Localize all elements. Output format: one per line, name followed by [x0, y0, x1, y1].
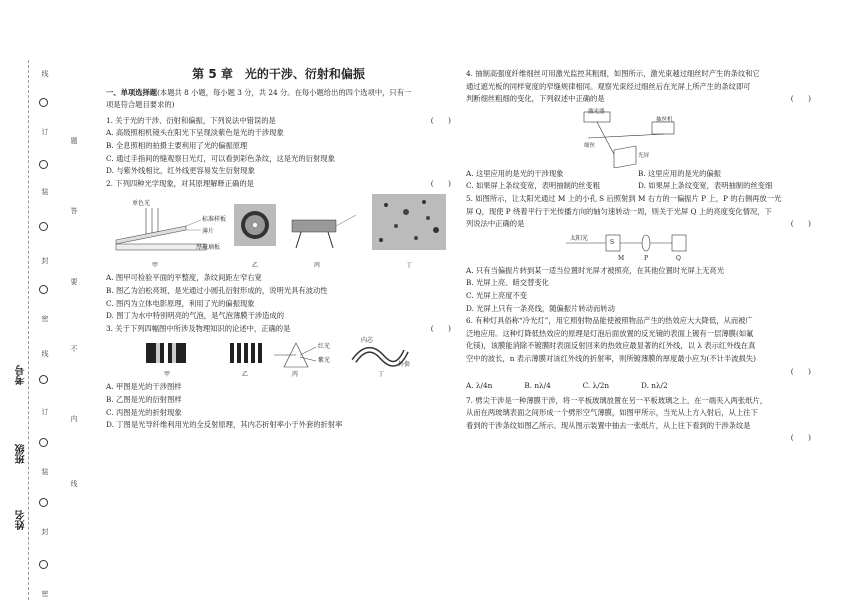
option-b: B. 这里应用的是光的偏振 — [638, 168, 721, 178]
option-b: B. 乙图是光的衍射图样 — [106, 394, 182, 404]
option-d: D. 如果屏上条纹变宽，表明抽制的丝变细 — [638, 181, 773, 191]
question-stem: 看到的干涉条纹如图乙所示。现从图示装置中抽去一张纸片，从上往下看到的干涉条纹是 — [466, 420, 751, 430]
binding-hole — [39, 375, 48, 384]
fig-label: 乙 — [242, 371, 249, 379]
answer-bracket: ( ) — [790, 433, 811, 443]
question-stem: 屏 Q，现使 P 绕着平行于光传播方向的轴匀速转动一周，则关于光屏 Q 上的亮度变化情况，下 — [466, 206, 772, 216]
answer-bracket: ( ) — [790, 218, 811, 228]
question-stem: 判断细丝粗细的变化，下列叙述中正确的是 — [466, 94, 605, 104]
fig-label: 丁 — [378, 371, 385, 379]
question-1 — [106, 115, 451, 178]
fig-label: 甲 — [164, 371, 171, 379]
question-stem: 泛地应用。这种灯降低热效应的原理是灯泡后面放置的反光镜的表面上镀有一层薄膜(如氟 — [466, 328, 754, 338]
fig-label: 丙 — [314, 262, 321, 270]
fig-label: 薄片 — [202, 228, 215, 236]
option-c: C. 如果屏上条纹变宽，表明抽制的丝变粗 — [466, 181, 601, 191]
left-column — [106, 68, 451, 432]
question-2 — [106, 178, 451, 323]
question-stem: 4. 抽制高强度纤维细丝可用激光监控其粗细，如图所示，激光束越过细丝时产生的条纹和它 — [466, 69, 760, 78]
option-b: B. 图乙为泊松亮斑，是光通过小圆孔衍射形成的，说明光具有波动性 — [106, 285, 328, 295]
binding-hole — [39, 498, 48, 507]
option-c: C. 图丙为立体电影原理，利用了光的偏振现象 — [106, 298, 255, 308]
chapter-title: 第 5 章 光的干涉、衍射和偏振 — [192, 67, 365, 81]
question-stem: 3. 关于下列四幅图中所涉及物理知识的论述中，正确的是 — [106, 323, 291, 333]
question-stem: 通过遮光板的同样宽度的窄缝规律相同。观察光束经过细丝后在光屏上所产生的条纹即可 — [466, 81, 751, 91]
margin-char: 线 — [41, 70, 49, 77]
option-d: D. 图丁为水中特别明亮的气泡，是气泡薄膜干涉造成的 — [106, 311, 285, 321]
fig-label: 甲 — [152, 262, 159, 270]
option-d: D. 与紫外线相比，红外线更容易发生衍射现象 — [106, 166, 255, 176]
section-heading: 一、单项选择题 — [106, 87, 158, 97]
question-stem: 化镁)，该膜能消除不镀膜时表面反射回来的热效应最显著的红外线，以 λ 表示红外线在真 — [466, 341, 756, 351]
fig-label: 光屏 — [638, 152, 650, 159]
binding-hole — [39, 438, 48, 447]
q2-figure — [106, 190, 451, 272]
fig-label: 紫光 — [318, 357, 331, 365]
margin-char: 装 — [41, 188, 49, 195]
question-stem: 2. 下列四种光学现象，对其原理解释正确的是 — [106, 178, 254, 188]
question-stem: 1. 关于光的干涉、衍射和偏振，下列说法中错误的是 — [106, 115, 276, 125]
q4-figure — [466, 106, 811, 168]
fig-label: Q — [676, 254, 681, 262]
binding-hole — [39, 222, 48, 231]
option-b: B. nλ/4 — [524, 381, 551, 391]
q5-figure — [466, 231, 811, 265]
fig-label: 乙 — [252, 262, 259, 270]
question-stem: 从而在两玻璃表面之间形成一个劈形空气薄膜，如图甲所示，当光从上方入射后，从上往下 — [466, 408, 758, 418]
q5-figure-drawing — [466, 231, 811, 265]
option-b: B. 全息照相的拍摄主要利用了光的偏振原理 — [106, 140, 248, 150]
binding-margin — [0, 0, 78, 608]
exam-number-label: 考号 — [16, 365, 27, 385]
answer-bracket: ( ) — [790, 366, 811, 376]
option-c: C. λ/2n — [582, 381, 610, 391]
section-description: (本题共 8 小题，每小题 3 分，共 24 分。在每小题给出的四个选项中，只有一 — [157, 87, 412, 97]
option-c: C. 丙图是光的折射现象 — [106, 407, 182, 417]
fig-label: 抽丝机 — [656, 116, 673, 123]
fig-label: 厚玻璃板 — [196, 244, 221, 252]
margin-char: 订 — [41, 408, 49, 415]
option-a: A. 甲图是光的干涉图样 — [106, 382, 182, 392]
question-stem: 6. 有种灯具俗称“冷光灯”，用它照射物品能使被照物品产生的热效应大大降低，从而被广 — [466, 316, 753, 326]
name-label: 姓名 — [16, 510, 27, 530]
fig-label: 激光器 — [588, 108, 605, 115]
option-a: A. 高级照相机镜头在阳光下呈现淡紫色是光的干涉现象 — [106, 128, 284, 138]
option-c: C. 通过手指间的缝观察日光灯，可以看到彩色条纹，这是光的衍射现象 — [106, 153, 335, 163]
option-a: A. 只有当偏振片转到某一适当位置时光屏才被照亮，在其他位置时光屏上无亮光 — [466, 265, 724, 275]
section-description: 项是符合题目要求的) — [106, 100, 175, 110]
fig-label: 细丝 — [584, 142, 596, 149]
option-a: A. λ/4n — [466, 381, 493, 391]
question-6 — [466, 315, 811, 393]
fig-label: M — [618, 254, 625, 262]
question-5 — [466, 193, 811, 315]
margin-char: 答 — [70, 207, 78, 214]
binding-hole — [39, 98, 48, 107]
fig-label: 丁 — [406, 262, 413, 270]
margin-char: 密 — [41, 590, 49, 597]
fig-label: 外套 — [398, 361, 411, 369]
question-stem: 空中的波长，n 表示薄膜对该红外线的折射率，则所镀薄膜的厚度最小应为(不计半波损失) — [466, 353, 756, 363]
question-7 — [466, 395, 811, 445]
option-a: A. 图甲可检验平面的平整度，条纹间距左窄右宽 — [106, 273, 262, 283]
margin-char: 内 — [70, 415, 78, 422]
margin-char: 题 — [70, 137, 78, 144]
margin-char: 要 — [70, 278, 78, 285]
option-d: D. 光屏上只有一条亮线，随偏振片转动而转动 — [466, 303, 615, 313]
option-d: D. nλ/2 — [640, 381, 668, 391]
answer-bracket: ( ) — [790, 94, 811, 103]
question-4 — [466, 68, 811, 193]
q3-figure — [106, 335, 451, 381]
answer-bracket: ( ) — [430, 323, 451, 333]
margin-char: 封 — [41, 257, 49, 264]
margin-char: 线 — [41, 350, 49, 357]
fig-label: 标准样板 — [202, 216, 227, 224]
q3-figure-drawing — [106, 335, 451, 381]
option-c: C. 光屏上亮度不变 — [466, 290, 528, 300]
fig-label: P — [644, 254, 649, 262]
margin-char: 订 — [41, 128, 49, 135]
option-a: A. 这里应用的是光的干涉现象 — [466, 168, 564, 178]
margin-char: 密 — [41, 315, 49, 322]
answer-bracket: ( ) — [430, 115, 451, 125]
answer-bracket: ( ) — [430, 178, 451, 188]
question-stem: 7. 劈尖干涉是一种薄膜干涉，将一平板玻璃放置在另一平板玻璃之上，在一端夹入两张纸片， — [466, 395, 768, 405]
question-3 — [106, 323, 451, 432]
option-b: B. 光屏上亮、暗交替变化 — [466, 278, 549, 288]
question-stem: 5. 如图所示，让太阳光通过 M 上的小孔 S 后照射到 M 右方的一偏振片 P 上，P 的右侧再放一光 — [466, 193, 782, 203]
margin-char: 装 — [41, 468, 49, 475]
margin-char: 线 — [70, 480, 78, 487]
fig-label: 红光 — [318, 343, 331, 351]
fig-label: S — [610, 238, 615, 246]
fig-label: 丙 — [292, 371, 299, 379]
margin-char: 封 — [41, 528, 49, 535]
fig-label: 太阳光 — [570, 234, 589, 242]
option-d: D. 丁图是光导纤维利用光的全反射原理，其内芯折射率小于外套的折射率 — [106, 420, 343, 430]
right-column — [466, 68, 811, 445]
class-label: 班级 — [16, 444, 27, 464]
binding-hole — [39, 160, 48, 169]
margin-char: 不 — [70, 345, 78, 352]
question-stem: 列说法中正确的是 — [466, 219, 525, 229]
fig-label: 内芯 — [361, 337, 374, 345]
binding-hole — [39, 285, 48, 294]
fig-label: 单色光 — [132, 200, 151, 208]
binding-hole — [39, 560, 48, 569]
